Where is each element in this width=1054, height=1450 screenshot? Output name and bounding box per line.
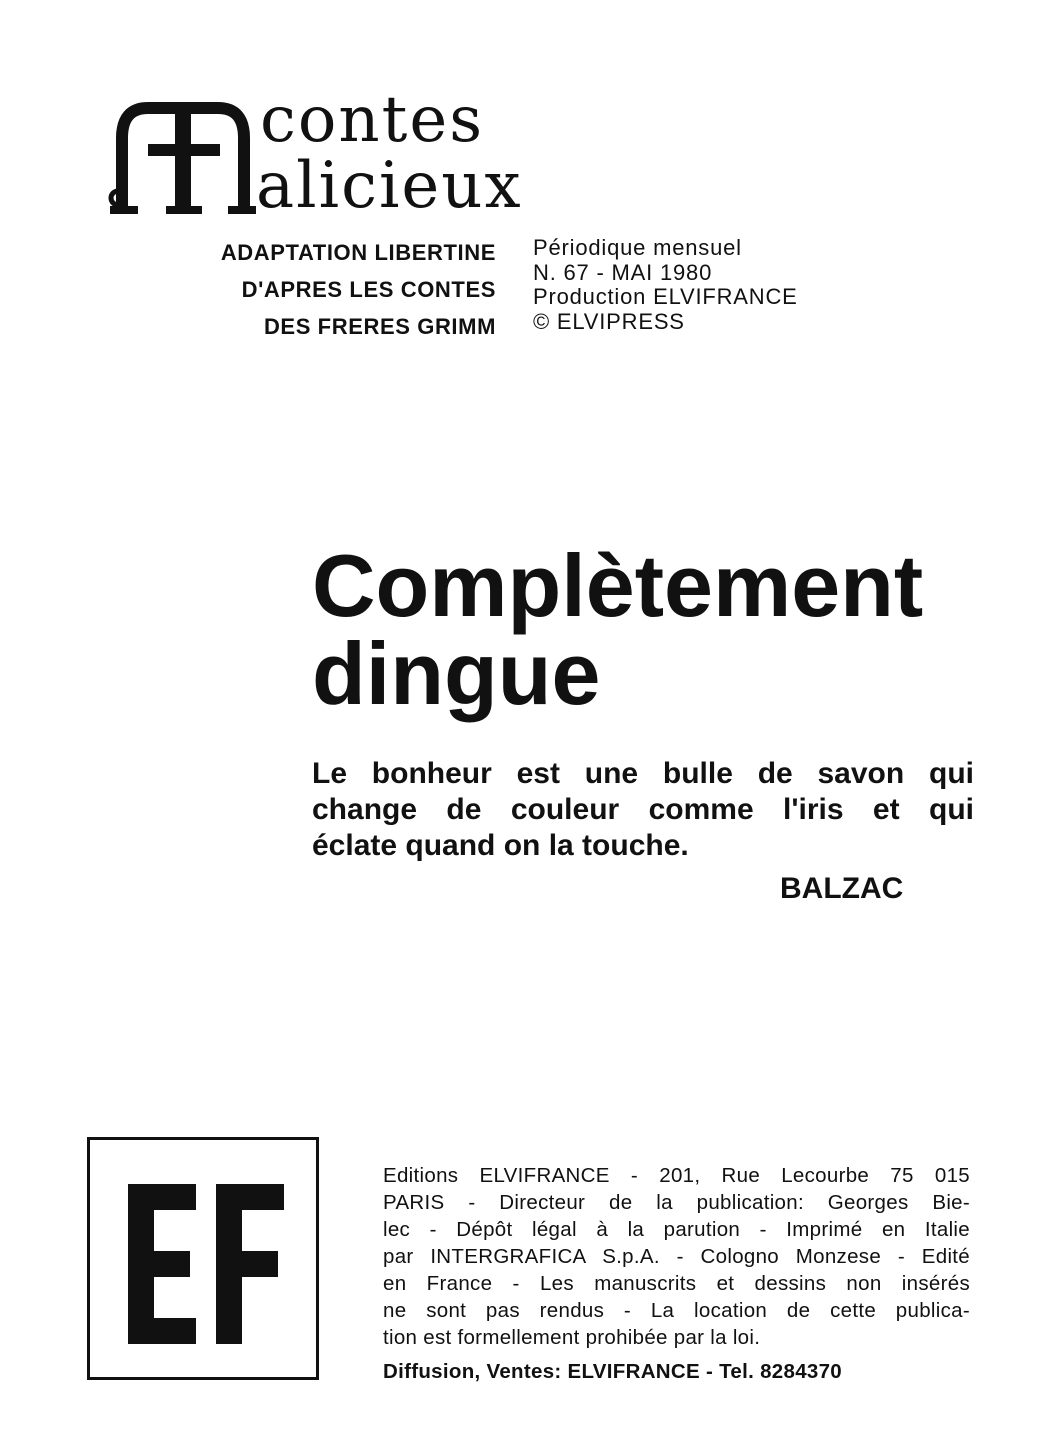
legal-line: lec - Dépôt légal à la parution - Imprimé en Italie [383,1218,970,1241]
subtitle-block [221,234,496,345]
issue-meta [533,236,798,334]
meta-issue-number: N. 67 - MAI 1980 [533,259,713,285]
quote-line: Le bonheur est une bulle de savon qui [312,757,974,790]
meta-copyright: © ELVIPRESS [533,308,685,334]
meta-production: Production ELVIFRANCE [533,284,798,309]
epigraph-quote [312,756,974,864]
subtitle-line: ADAPTATION LIBERTINE [220,240,496,265]
title-line: dingue [312,624,601,723]
meta-periodicity: Périodique mensuel [533,235,742,260]
quote-author: BALZAC [780,872,904,905]
legal-notice [383,1162,970,1351]
quote-line: éclate quand on la touche. [312,829,689,862]
logo-word-alicieux: alicieux [256,149,523,223]
subtitle-line: DES FRERES GRIMM [263,314,496,339]
legal-line: par INTERGRAFICA S.p.A. - Cologno Monzese - Edité [383,1245,970,1268]
ef-logo-icon [128,1184,284,1344]
publisher-logo-box [87,1137,319,1380]
legal-line: PARIS - Directeur de la publication: Georges Bie- [383,1191,970,1214]
legal-line: tion est formellement prohibée par la loi. [383,1326,761,1349]
quote-line: change de couleur comme l'iris et qui [312,793,974,826]
legal-line: Editions ELVIFRANCE - 201, Rue Lecourbe 75 015 [383,1164,970,1187]
contes-malicieux-logo [108,83,523,228]
page-title [312,536,924,723]
contes-malicieux-monogram-icon [108,98,258,218]
legal-line: en France - Les manuscrits et dessins non insérés [383,1272,970,1295]
subtitle-line: D'APRES LES CONTES [241,277,496,302]
diffusion-contact: Diffusion, Ventes: ELVIFRANCE - Tel. 8284370 [383,1360,842,1383]
title-line: Complètement [312,536,924,635]
legal-line: ne sont pas rendus - La location de cette publica- [383,1299,970,1322]
logo-word-contes: contes [260,83,485,157]
